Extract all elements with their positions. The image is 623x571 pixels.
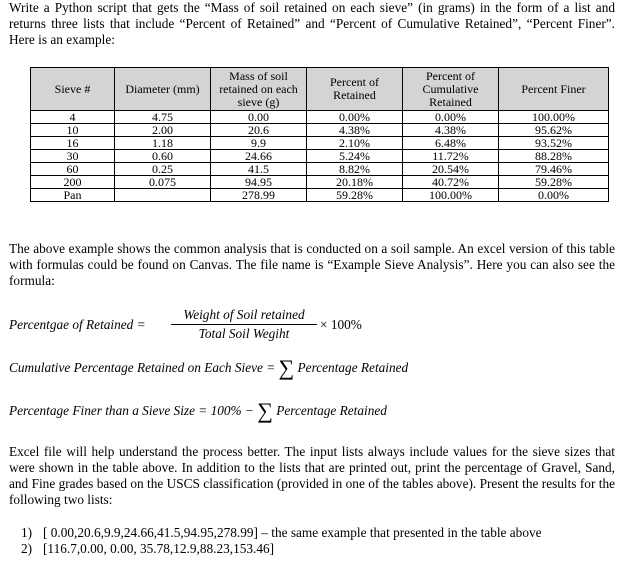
list-item-text: [ 0.00,20.6,9.9,24.66,41.5,94.95,278.99] – the same example that presented in the table above	[43, 525, 542, 540]
cell-percent-cumulative: 20.54%	[403, 163, 499, 176]
cell-percent-cumulative: 6.48%	[403, 137, 499, 150]
cell-percent-finer: 93.52%	[499, 137, 609, 150]
cell-mass: 94.95	[211, 176, 307, 189]
cumulative-retained-formula	[9, 355, 409, 380]
cell-percent-finer: 95.62%	[499, 124, 609, 137]
formula-1-lhs: Percentgae of Retained =	[9, 317, 146, 332]
header-percent-finer: Percent Finer	[499, 68, 609, 111]
cell-percent-retained: 20.18%	[307, 176, 403, 189]
cell-sieve: 4	[31, 111, 115, 124]
formula-1-rhs: × 100%	[320, 317, 362, 332]
cell-diameter: 2.00	[115, 124, 211, 137]
cell-mass: 24.66	[211, 150, 307, 163]
percent-finer-formula	[9, 398, 387, 423]
cell-percent-finer: 88.28%	[499, 150, 609, 163]
cell-percent-cumulative: 40.72%	[403, 176, 499, 189]
cell-percent-retained: 5.24%	[307, 150, 403, 163]
header-percent-cumulative: Percent of Cumulative Retained	[403, 68, 499, 111]
cell-sieve: 200	[31, 176, 115, 189]
cell-percent-finer: 100.00%	[499, 111, 609, 124]
formula-1-denominator: Total Soil Wegiht	[198, 326, 290, 341]
cell-percent-cumulative: 4.38%	[403, 124, 499, 137]
sieve-analysis-table	[30, 67, 609, 202]
cell-sieve: 60	[31, 163, 115, 176]
instructions-paragraph: Excel file will help understand the process better. The input lists always include values for the sieve sizes that were shown in the table above. In addition to the lists that are printed out, print the percentage of Gravel, Sand, and Fine grades based on the USCS classification (provided in one of the tables above). Present the results for the following two lists:	[9, 444, 615, 507]
cell-mass: 41.5	[211, 163, 307, 176]
cell-sieve: 16	[31, 137, 115, 150]
cell-sieve: 30	[31, 150, 115, 163]
cell-percent-retained: 59.28%	[307, 189, 403, 202]
list-item-text: [116.7,0.00, 0.00, 35.78,12.9,88.23,153.46]	[43, 541, 275, 556]
table-row	[31, 137, 609, 150]
table-header-row	[31, 68, 609, 111]
cell-diameter: 0.60	[115, 150, 211, 163]
summation-icon: ∑	[278, 355, 295, 380]
cell-percent-retained: 0.00%	[307, 111, 403, 124]
cell-diameter: 4.75	[115, 111, 211, 124]
list-item	[21, 525, 542, 541]
table-row	[31, 124, 609, 137]
header-diameter: Diameter (mm)	[115, 68, 211, 111]
cell-diameter: 0.075	[115, 176, 211, 189]
list-item-number: 2)	[21, 541, 33, 556]
input-lists	[21, 525, 542, 557]
summation-icon: ∑	[257, 398, 273, 423]
formula-2-lhs: Cumulative Percentage Retained on Each Sieve =	[9, 360, 276, 375]
cell-mass: 278.99	[211, 189, 307, 202]
cell-percent-cumulative: 0.00%	[403, 111, 499, 124]
formula-intro-paragraph: The above example shows the common analysis that is conducted on a soil sample. An excel version of this table with formulas could be found on Canvas. The file name is “Example Sieve Analysis”. Here you can also see the formula:	[9, 241, 615, 288]
cell-percent-cumulative: 100.00%	[403, 189, 499, 202]
formula-3-lhs: Percentage Finer than a Sieve Size = 100% −	[9, 403, 254, 418]
cell-percent-cumulative: 11.72%	[403, 150, 499, 163]
list-item	[21, 541, 542, 557]
table-row	[31, 189, 609, 202]
list-item-number: 1)	[21, 525, 33, 540]
formula-3-rhs: Percentage Retained	[276, 403, 387, 418]
formula-1-fraction	[171, 307, 317, 342]
cell-percent-retained: 2.10%	[307, 137, 403, 150]
table-row	[31, 176, 609, 189]
cell-diameter: 0.25	[115, 163, 211, 176]
table-row	[31, 150, 609, 163]
cell-percent-retained: 8.82%	[307, 163, 403, 176]
header-percent-retained: Percent of Retained	[307, 68, 403, 111]
cell-mass: 20.6	[211, 124, 307, 137]
cell-sieve: Pan	[31, 189, 115, 202]
formula-2-rhs: Percentage Retained	[297, 360, 409, 375]
cell-percent-finer: 0.00%	[499, 189, 609, 202]
cell-mass: 0.00	[211, 111, 307, 124]
cell-diameter: 1.18	[115, 137, 211, 150]
cell-sieve: 10	[31, 124, 115, 137]
cell-mass: 9.9	[211, 137, 307, 150]
cell-diameter	[115, 189, 211, 202]
header-mass-retained: Mass of soil retained on each sieve (g)	[211, 68, 307, 111]
cell-percent-finer: 59.28%	[499, 176, 609, 189]
table-row	[31, 111, 609, 124]
cell-percent-finer: 79.46%	[499, 163, 609, 176]
formula-1-numerator: Weight of Soil retained	[171, 307, 317, 325]
header-sieve: Sieve #	[31, 68, 115, 111]
cell-percent-retained: 4.38%	[307, 124, 403, 137]
intro-paragraph: Write a Python script that gets the “Mass of soil retained on each sieve” (in grams) in the form of a list and returns three lists that include “Percent of Retained” and “Percent of Cumulative Retained”, “Percent Finer”. Here is an example:	[9, 0, 615, 47]
table-row	[31, 163, 609, 176]
